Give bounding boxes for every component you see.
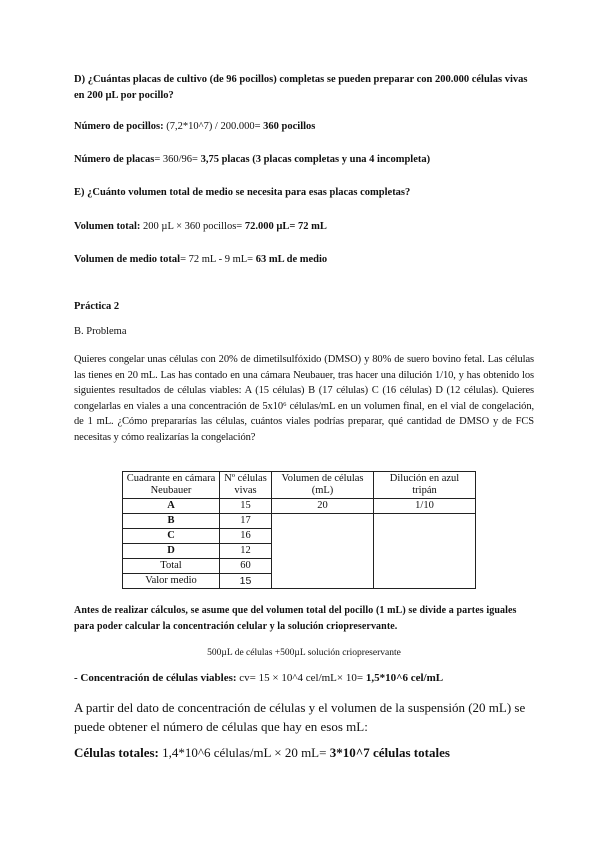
volume-line [74, 219, 534, 235]
wells-line [74, 119, 534, 135]
dilution-merged-cell [374, 514, 476, 589]
table-row [123, 514, 476, 529]
table-row [123, 499, 476, 514]
quadrant-cell: Total [123, 559, 220, 574]
col-header-quadrant: Cuadrante en cámara Neubauer [123, 472, 220, 499]
wells-calc: (7,2*10^7) / 200.000= [163, 121, 264, 132]
cell-count: 15 [220, 574, 272, 589]
medium-line [74, 252, 534, 268]
concentration-label: - Concentración de células viables: [74, 672, 237, 684]
cell-count: 17 [220, 514, 272, 529]
quadrant-cell: C [123, 529, 220, 544]
table-header-row [123, 472, 476, 499]
dilution-cell: 1/10 [374, 499, 476, 514]
assumption-note: Antes de realizar cálculos, se asume que del volumen total del pocillo (1 mL) se divide a partes iguales para poder calcular la concentración celular y la solución criopreservante. [74, 605, 517, 632]
total-cells-result: 3*10^7 células totales [329, 745, 450, 760]
quadrant-cell: Valor medio [123, 574, 220, 589]
concentration-calc: cv= 15 × 10^4 cel/mL× 10= [236, 672, 366, 684]
wells-result: 360 pocillos [263, 121, 316, 132]
total-cells-label: Células totales: [74, 745, 159, 760]
medium-calc: = 72 mL - 9 mL= [180, 254, 256, 265]
mix-formula: 500µL de células +500µL solución criopreservante [207, 648, 401, 658]
volume-cell: 20 [272, 499, 374, 514]
concentration-result: 1,5*10^6 cel/mL [365, 672, 444, 684]
medium-result: 63 mL de medio [255, 254, 328, 265]
col-header-volume: Volumen de células (mL) [272, 472, 374, 499]
problem-statement: Quieres congelar unas células con 20% de dimetilsulfóxido (DMSO) y 80% de suero bovino fetal. Las células las tienes en 20 mL. Las has contado en una cámara Neubauer, tras hacer una dilución 1/10, y has obtenido los siguientes resultados de células viables: A (15 células) B (17 células) C (16 células) D (12 células). Quieres congelarlas en viales a una concentración de 5x10⁶ células/mL en un volumen final, en el vial de congelación, de 1 mL. ¿Cómo prepararías las células, cuántos viales podrías preparar, qué cantidad de DMSO y de FCS necesitas y cómo realizarías la congelación? [74, 354, 534, 443]
volume-result: 72.000 µL= 72 mL [244, 221, 327, 232]
quadrant-cell: A [123, 499, 220, 514]
total-cells-calc: 1,4*10^6 células/mL × 20 mL= [158, 745, 330, 760]
medium-label: Volumen de medio total [74, 254, 181, 265]
practice-subtitle: B. Problema [74, 326, 127, 337]
explanation: A partir del dato de concentración de células y el volumen de la suspensión (20 mL) se puede obtener el número de células que hay en esos mL: [74, 700, 526, 734]
volume-label: Volumen total: [74, 221, 141, 232]
plates-calc: = 360/96= [154, 154, 201, 165]
quadrant-cell: D [123, 544, 220, 559]
volume-calc: 200 µL × 360 pocillos= [140, 221, 245, 232]
question-d: D) ¿Cuántas placas de cultivo (de 96 pocillos) completas se pueden preparar con 200.000 células vivas en 200 µL por pocillo? [74, 74, 528, 101]
col-header-cells: Nº células vivas [220, 472, 272, 499]
total-cells-line [74, 743, 534, 762]
question-e: E) ¿Cuánto volumen total de medio se necesita para esas placas completas? [74, 187, 411, 198]
volume-merged-cell [272, 514, 374, 589]
plates-result: 3,75 placas (3 placas completas y una 4 incompleta) [200, 154, 431, 165]
practice-title: Práctica 2 [74, 301, 120, 312]
cell-count: 60 [220, 559, 272, 574]
concentration-line [74, 671, 534, 687]
quadrant-cell: B [123, 514, 220, 529]
cell-count: 12 [220, 544, 272, 559]
wells-label: Número de pocillos: [74, 121, 164, 132]
col-header-dilution: Dilución en azul tripán [374, 472, 476, 499]
plates-line [74, 152, 534, 168]
neubauer-table [122, 471, 476, 589]
plates-label: Número de placas [74, 154, 155, 165]
cell-count: 15 [220, 499, 272, 514]
cell-count: 16 [220, 529, 272, 544]
